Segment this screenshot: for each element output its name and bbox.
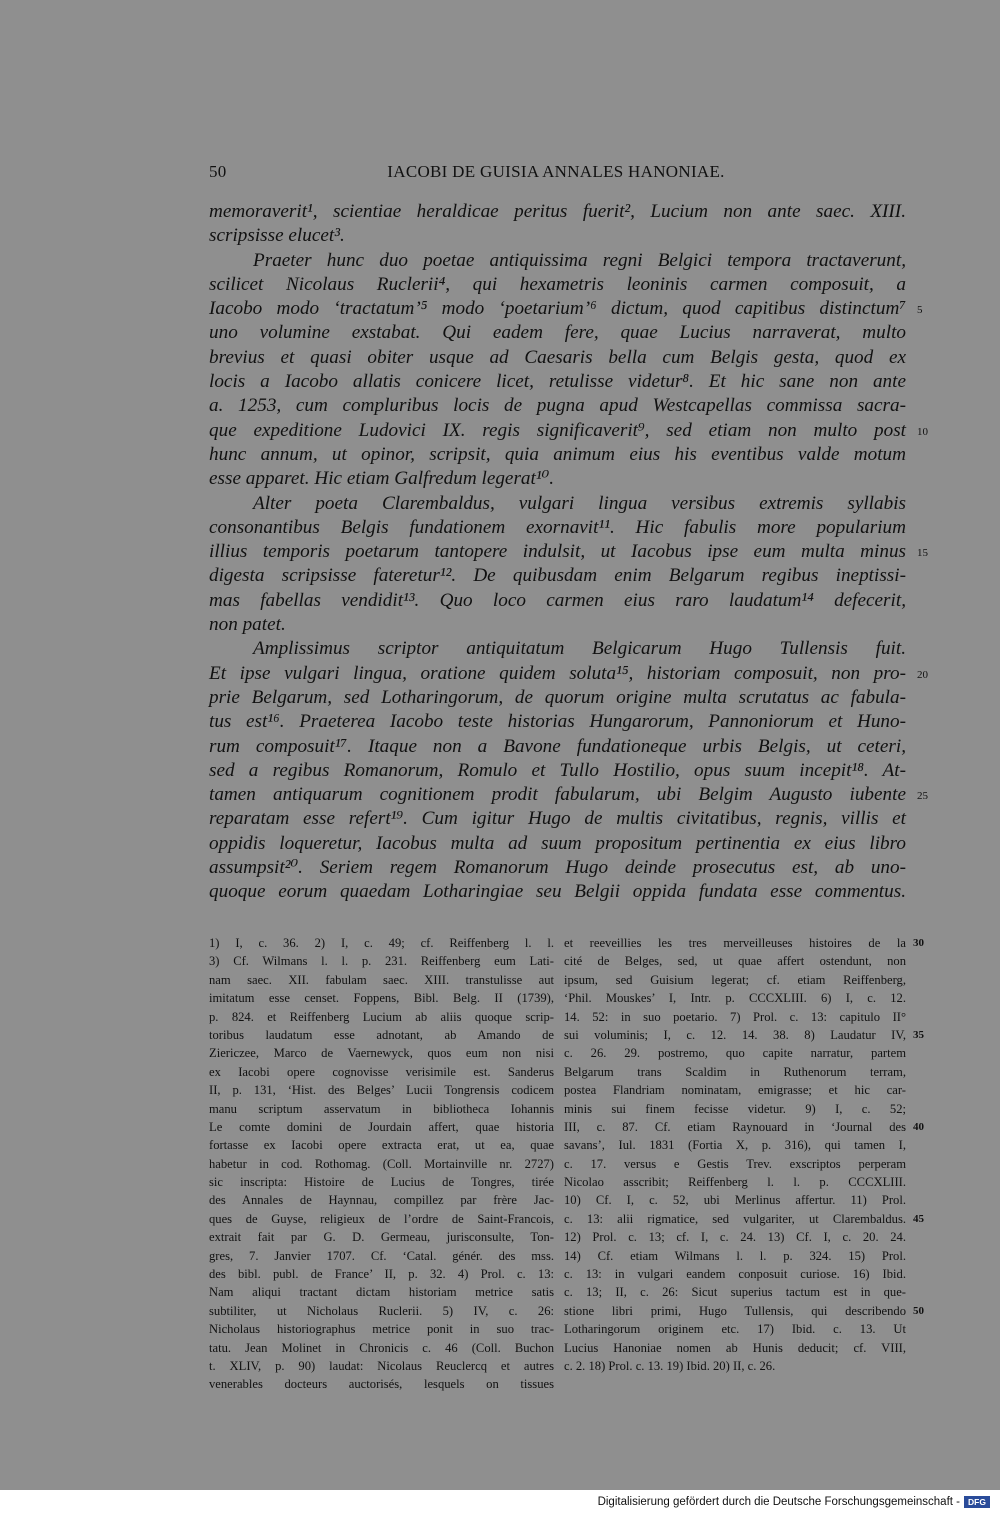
text-line — [209, 832, 906, 856]
text-line — [209, 637, 906, 661]
text-line — [209, 249, 906, 273]
footnote-line-content: c. 17. versus e Gestis Trev. exscriptos perperam — [564, 1156, 906, 1171]
footnote-line — [564, 1026, 924, 1044]
text-line — [209, 564, 906, 588]
footnote-line — [564, 1247, 906, 1265]
footnote-line-content: 3) Cf. Wilmans l. l. p. 231. Reiffenberg eum Lati- — [209, 954, 554, 969]
text-line-content: hunc annum, ut opinor, scripsit, quia animum eius his eventibus valde motum — [209, 443, 906, 465]
text-line-content: illius temporis poetarum tantopere indulsit, ut Iacobus ipse eum multa minus — [209, 541, 906, 563]
footnote-line — [209, 1357, 554, 1375]
footnote-line-number: 50 — [913, 1304, 924, 1317]
footnote-line-number: 40 — [913, 1120, 924, 1133]
text-line-content: esse apparet. Hic etiam Galfredum legerat¹⁰. — [209, 468, 555, 490]
footnote-line-content: Ziericzee, Marco de Vaernewyck, quos eum non nisi — [209, 1046, 554, 1061]
text-line-content: oppidis loqueretur, Iacobus multa ad suum propositum pertinentia ex eius libro — [209, 832, 906, 854]
text-line-content: tamen antiquarum cognitionem prodit fabularum, ubi Belgim Augusto iubente — [209, 784, 906, 806]
text-line — [209, 686, 906, 710]
footnote-line-content: Nam aliqui tractant dictam historiam metrice satis — [209, 1285, 554, 1300]
footnote-line — [209, 1155, 554, 1173]
footnote-line-content: III, c. 87. Cf. etiam Raynouard in ‘Journal des — [564, 1119, 906, 1134]
running-title: IACOBI DE GUISIA ANNALES HANONIAE. — [387, 162, 725, 181]
footnote-line — [564, 1100, 906, 1118]
text-line-content: Iacobo modo ‘tractatum’⁵ modo ‘poetarium’⁶ dictum, quod capitibus distinctum⁷ — [209, 298, 906, 320]
footnote-line — [564, 1302, 924, 1320]
footnote-line-content: gres, 7. Janvier 1707. Cf. ‘Catal. génér. des mss. — [209, 1248, 554, 1263]
footnote-line-content: toribus laudatum esse adnotant, ab Amando de — [209, 1027, 554, 1042]
text-line-content: sed a regibus Romanorum, Romulo et Tullo Hostilio, opus suum incepit¹⁸. At- — [209, 759, 906, 781]
text-line-content: reparatam esse refert¹⁹. Cum igitur Hugo de multis civitatibus, regnis, villis et — [209, 808, 906, 830]
footnote-line-content: sui voluminis; I, c. 12. 14. 38. 8) Laudatur IV, — [564, 1027, 906, 1042]
footnote-line-content: cité de Belges, sed, ut quae affert ostendunt, non — [564, 954, 906, 969]
text-line-content: consonantibus Belgis fundationem exornavit¹¹. Hic fabulis more popularium — [209, 516, 906, 538]
text-line — [209, 394, 906, 418]
text-line — [209, 880, 906, 904]
footnote-line — [209, 1118, 554, 1136]
footnote-line — [564, 1210, 924, 1228]
text-line-content: Amplissimus scriptor antiquitatum Belgicarum Hugo Tullensis fuit. — [253, 638, 906, 660]
line-number: 10 — [917, 425, 928, 438]
text-line-content: que expeditione Ludovici IX. regis significaverit⁹, sed etiam non multo post — [209, 419, 906, 441]
footnote-line-content: t. XLIV, p. 90) laudat: Nicolaus Reuclercq et autres — [209, 1358, 554, 1373]
footnote-line-content: c. 2. 18) Prol. c. 13. 19) Ibid. 20) II, c. 26. — [564, 1358, 776, 1373]
line-number: 25 — [917, 790, 928, 803]
footnote-line — [209, 1375, 554, 1393]
footnote-line — [564, 1265, 906, 1283]
footnote-line — [564, 1320, 906, 1338]
footnote-line-content: stione libri primi, Hugo Tullensis, qui describendo — [564, 1303, 906, 1318]
text-line — [209, 759, 906, 783]
text-line-content: scripsisse elucet³. — [209, 225, 345, 247]
footnote-line — [564, 1191, 906, 1209]
footnote-line — [564, 1283, 906, 1301]
footnote-line — [564, 989, 906, 1007]
text-line — [209, 200, 906, 224]
footnote-line — [564, 1063, 906, 1081]
footnote-line — [209, 989, 554, 1007]
footnote-line-content: c. 13: in vulgari eandem conposuit curiose. 16) Ibid. — [564, 1267, 906, 1282]
footnote-line-content: c. 26. 29. postremo, quo capite narratur, partem — [564, 1046, 906, 1061]
footnote-line-content: imitatum esse censet. Foppens, Bibl. Belg. II (1739), — [209, 991, 554, 1006]
footnote-line — [564, 1136, 906, 1154]
footnote-line-content: des Annales de Haynnau, compillez par frère Jac- — [209, 1193, 554, 1208]
text-line — [209, 370, 906, 394]
footnote-line-content: manu scriptum asservatum in bibliotheca Iohannis — [209, 1101, 554, 1116]
footnote-line-content: Nicholaus historiographus metrice ponit in suo trac- — [209, 1322, 554, 1337]
text-line — [209, 807, 906, 831]
footnote-line — [564, 971, 906, 989]
text-line — [209, 589, 906, 613]
footnote-line — [564, 1339, 906, 1357]
footnote-line-content: des bibl. publ. de France’ II, p. 32. 4) Prol. c. 13: — [209, 1267, 554, 1282]
text-line-content: brevius et quasi obiter usque ad Caesaris bella cum Belgis gesta, quod ex — [209, 346, 906, 368]
text-line — [209, 443, 906, 467]
footnote-line-content: venerables docteurs auctorisés, lesquels on tissues — [209, 1377, 554, 1392]
footnote-line — [564, 1008, 906, 1026]
text-line — [209, 224, 906, 248]
text-line-content: digesta scripsisse fateretur¹². De quibusdam enim Belgarum regibus ineptissi- — [209, 565, 906, 587]
footnote-line — [564, 1118, 924, 1136]
text-line — [209, 613, 906, 637]
text-line-content: tus est¹⁶. Praeterea Iacobo teste historias Hungarorum, Pannoniorum et Huno- — [209, 711, 906, 733]
footnote-line — [209, 1008, 554, 1026]
main-text — [209, 200, 928, 905]
footnote-line-content: 10) Cf. I, c. 52, ubi Merlinus affertur. 11) Prol. — [564, 1193, 906, 1208]
footnote-line — [209, 1063, 554, 1081]
text-line-content: assumpsit²⁰. Seriem regem Romanorum Hugo deinde prosecutus est, ab uno- — [209, 857, 906, 879]
footnote-line-content: Le comte domini de Jourdain affert, quae historia — [209, 1119, 554, 1134]
text-line-content: locis a Iacobo allatis conicere licet, retulisse videtur⁸. Et hic sane non ante — [209, 371, 906, 393]
footnote-line-content: habetur in cod. Rothomag. (Coll. Mortainville nr. 2727) — [209, 1156, 554, 1171]
footnote-line — [564, 1044, 906, 1062]
dfg-logo: DFG — [964, 1496, 990, 1508]
footnote-line-number: 30 — [913, 937, 924, 949]
footnote-line-content: fortasse ex Iacobi opere extracta erat, ut ea, quae — [209, 1138, 554, 1153]
footnote-line-content: Lucius Hanoniae nomen ab Hunis deducit; cf. VIII, — [564, 1340, 906, 1355]
footnote-line-content: extrait fait par G. D. Germeau, jurisconsulte, Ton- — [209, 1230, 554, 1245]
line-number: 5 — [917, 304, 923, 317]
footnotes-left-column — [209, 934, 554, 1394]
footnote-line-number: 35 — [913, 1028, 924, 1041]
footnote-line-content: postea Flandriam nominatam, emigrasse; et hic car- — [564, 1083, 906, 1098]
text-line — [209, 273, 906, 297]
footnote-line — [209, 971, 554, 989]
footnote-line-content: ipsum, sed Guisium legerat; cf. etiam Reiffenberg, — [564, 972, 906, 987]
footnote-line-content: c. 13; II, c. 26: Sicut superius tactum est in que- — [564, 1285, 906, 1300]
footnote-line-content: 14) Cf. etiam Wilmans l. l. p. 324. 15) Prol. — [564, 1248, 906, 1263]
footnote-line — [564, 934, 924, 952]
text-line — [209, 540, 928, 564]
footer-credit: Digitalisierung gefördert durch die Deutsche Forschungsgemeinschaft - — [597, 1496, 960, 1508]
text-line-content: rum composuit¹⁷. Itaque non a Bavone fundationeque urbis Belgis, ut ceteri, — [209, 735, 906, 757]
text-line — [209, 467, 906, 491]
footnote-line-number: 45 — [913, 1212, 924, 1225]
footnote-line — [209, 1191, 554, 1209]
footnote-line-content: II, p. 131, ‘Hist. des Belges’ Lucii Tongrensis codicem — [209, 1083, 554, 1098]
text-line — [209, 516, 906, 540]
text-line — [209, 710, 906, 734]
text-line-content: Et ipse vulgari lingua, oratione quidem soluta¹⁵, historiam composuit, non pro- — [209, 662, 906, 684]
footnote-line-content: ques de Guyse, religieux de l’ordre de Saint-Francois, — [209, 1211, 554, 1226]
footnote-line — [209, 1136, 554, 1154]
footnote-line — [209, 1320, 554, 1338]
text-line — [209, 346, 906, 370]
footnote-line — [564, 1228, 906, 1246]
footnote-line-content: Belgarum trans Scaldim in Ruthenorum terram, — [564, 1064, 906, 1079]
footnote-line-content: nam saec. XII. fabulam saec. XIII. transtulisse aut — [209, 972, 554, 987]
footnote-line-content: 14. 52: in suo poetario. 7) Prol. c. 13: capitulo II° — [564, 1009, 906, 1024]
footnote-line-content: tatu. Jean Molinet in Chronicis c. 46 (Coll. Buchon — [209, 1340, 554, 1355]
footnotes-right-column — [564, 934, 924, 1375]
text-line-content: Alter poeta Clarembaldus, vulgari lingua versibus extremis syllabis — [253, 492, 906, 514]
running-header — [209, 162, 903, 186]
footnote-line — [209, 1044, 554, 1062]
footnote-line — [209, 1081, 554, 1099]
footnote-line — [209, 934, 554, 952]
footnote-line — [209, 1228, 554, 1246]
footnote-line — [564, 1173, 906, 1191]
line-number: 15 — [917, 547, 928, 560]
footnote-line-content: 1) I, c. 36. 2) I, c. 49; cf. Reiffenberg l. l. — [209, 936, 554, 950]
text-line-content: non patet. — [209, 614, 286, 636]
text-line — [209, 297, 923, 321]
footnote-line — [209, 1100, 554, 1118]
footnote-line — [564, 952, 906, 970]
text-line-content: uno volumine exstabat. Qui eadem fere, quae Lucius narraverat, multo — [209, 322, 906, 344]
footnote-line-content: subtiliter, ut Nicholaus Ruclerii. 5) IV, c. 26: — [209, 1303, 554, 1318]
page-number: 50 — [209, 162, 227, 181]
text-line — [209, 856, 906, 880]
footnote-line — [209, 1210, 554, 1228]
text-line — [209, 419, 928, 443]
text-line-content: Praeter hunc duo poetae antiquissima regni Belgici tempora tractaverunt, — [253, 249, 906, 271]
text-line — [209, 492, 906, 516]
text-line-content: scilicet Nicolaus Ruclerii⁴, qui hexametris leoninis carmen composuit, a — [209, 273, 906, 295]
text-line-content: quoque eorum quaedam Lotharingiae seu Belgii oppida fundata esse commentus. — [209, 881, 906, 903]
text-line — [209, 735, 906, 759]
footnote-line-content: ex Iacobi opere cognovisse verisimile est. Sanderus — [209, 1064, 554, 1079]
footnote-line-content: c. 13: alii rigmatice, sed vulgariter, ut Clarembaldus. — [564, 1211, 906, 1226]
text-line — [209, 662, 928, 686]
text-line-content: mas fabellas vendidit¹³. Quo loco carmen eius raro laudatum¹⁴ defecerit, — [209, 589, 906, 611]
footnote-line-content: et reeveillies les tres merveilleuses histoires de la — [564, 936, 906, 950]
footnote-line — [209, 1302, 554, 1320]
text-line-content: a. 1253, cum compluribus locis de pugna apud Westcapellas commissa sacra- — [209, 395, 906, 417]
footer-bar — [0, 1490, 1000, 1514]
footnote-line — [209, 1339, 554, 1357]
footnote-line — [564, 1357, 906, 1375]
footnote-line — [209, 952, 554, 970]
footnote-line-content: sic inscripta: Histoire de Lucius de Tongres, tirée — [209, 1175, 554, 1190]
footnote-line-content: minis sui finem fecisse videtur. 9) I, c. 52; — [564, 1101, 906, 1116]
footnote-line — [209, 1247, 554, 1265]
footnote-line-content: p. 824. et Reiffenberg Lucium ab aliis quoque scrip- — [209, 1009, 554, 1024]
line-number: 20 — [917, 668, 928, 681]
footnote-line-content: Nicolao asscribit; Reiffenberg l. l. p. CCCXLIII. — [564, 1175, 906, 1190]
footnote-line-content: Lotharingorum originem etc. 17) Ibid. c. 13. Ut — [564, 1322, 906, 1337]
footnote-line — [209, 1173, 554, 1191]
footnote-line-content: savans’, Iul. 1831 (Fortia X, p. 316), qui tamen I, — [564, 1138, 906, 1153]
footnote-line — [564, 1081, 906, 1099]
footnote-line-content: ‘Phil. Mouskes’ I, Intr. p. CCCXLIII. 6) I, c. 12. — [564, 991, 906, 1006]
text-line-content: memoraverit¹, scientiae heraldicae peritus fuerit², Lucium non ante saec. XIII. — [209, 201, 906, 222]
footnote-line-content: 12) Prol. c. 13; cf. I, c. 24. 13) Cf. I, c. 20. 24. — [564, 1230, 906, 1245]
footnote-line — [209, 1026, 554, 1044]
text-line — [209, 321, 906, 345]
footnote-line — [564, 1155, 906, 1173]
footnote-line — [209, 1283, 554, 1301]
footnote-line — [209, 1265, 554, 1283]
text-line-content: prie Belgarum, sed Lotharingorum, de quorum origine multa scrutatus ac fabula- — [209, 686, 906, 708]
text-line — [209, 783, 928, 807]
